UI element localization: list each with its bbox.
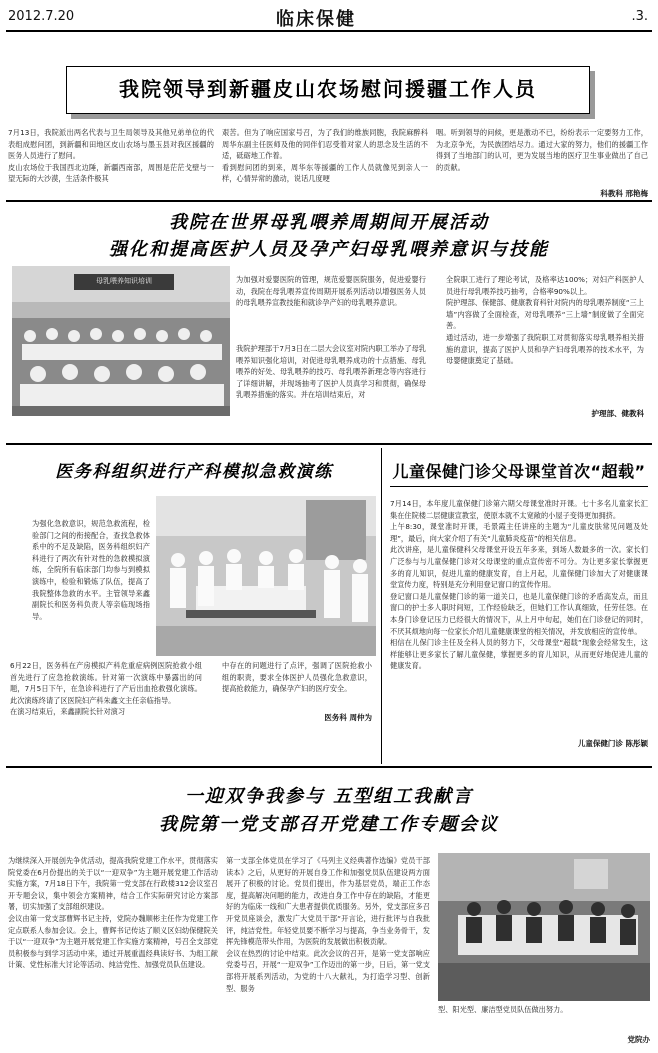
article1-author: 科教科 邢艳梅 xyxy=(600,189,648,198)
article4-title: 儿童保健门诊父母课堂首次“超载” xyxy=(392,462,646,481)
article4-body: 7月14日，本年度儿童保健门诊第六期父母课堂准时开课。七十多名儿童家长汇集在住院楼二层健康宣教室，使原本就不太宽敞的小屋子变得更加拥挤。 上午8:30，课堂准时开课，毛景霞主任讲座的主题为“儿童皮肤常见问题及处理”，最后，向大家介绍了有关“儿童肺炎疫苗”的相关信息。 此次讲座，是儿童保健科父母课堂开设五年多来，到场人数最多的一次。家长们广泛参与与儿童保健门诊对父母课堂的重点宣传密不可分。为让更多家长掌握更多的育儿知识，促进儿童的健康发育，自上月起，儿童保健门诊加大了对健康课堂宣传力度，特别是充分利用登记窗口的宣传作用。 登记窗口是儿童保健门诊的第一道关口，也是儿童保健门诊的矛盾高发点，而且窗口的护士多人职时间短，工作经验缺乏，但她们工作认真细致，任劳任怨。在本身门诊登记压力已经很大的情况下，从上月中旬起，她们在门诊登记的同时，不厌其烦地向每一位家长介绍儿童健康课堂的相关情况，并发放相应的宣传单。 相信在儿保门诊主任及全科人员的努力下，父母课堂“超载”现象会经常发生，这样能够让更多家长了解儿童保健，掌握更多的育儿知识，从而更好地促进儿童的健康发育。 xyxy=(390,499,648,671)
article2-photo xyxy=(12,266,230,416)
divider-3 xyxy=(6,766,652,768)
article5-col2: 第一支部全体党员在学习了《马列主义经典著作选编》党员干部读本》之后，从更好的开展自身工作和加强党员队伍建设两方面展开了积极的讨论。党员们提出，作为基层党员，端正工作态度，提高解决问题的能力，改进自身工作中存在的缺陷，才能更好的为临床一线和广大患者提供优质服务。另外，党支部应多召开党员座谈会，激发广大党员干部“开言论，进行批评与自我批评，纯洁党性。年轻党员要不断学习与提高，争当业务骨干，发挥先锋模范带头作用，为医院的发展做出积极贡献。 会议在热烈的讨论中结束。此次会议的召开，是第一党支部响应党委号召，开展“一迎双争”工作迈出的第一步，日后，第一党支部将开展系列活动，为党的十八大献礼，为打造学习型、创新型、服务 xyxy=(226,856,430,993)
article3-author: 医务科 周仲为 xyxy=(324,713,372,722)
article4-title-rule xyxy=(390,486,648,487)
article5-col1: 为继续深入开展创先争优活动，提高我院党建工作水平，贯彻落实院党委在6月份提出的关于以“一迎双争”为主题开展党建工作活动实施方案，7月18日下午，我院第一党支部在行政楼312会议室召开专题会议，集中领会方案精神，结合工作实际研究讨论方案部署，切实加强了支部组织建设。 会议由第一党支部曹辉书记主持，党院办魏顺彬主任作为党建工作定点联系人参加会议。会上，曹辉书记传达了顺义区妇幼保健院关于以“一迎双争”为主题开展党建工作实施方案精神，号召全支部党员积极参与到学习活动中来，通过开展重温经典读好书、为组工献计策、党性标准大讨论等活动、纯洁党性、加强党员队伍建设。 xyxy=(8,856,218,970)
article3-col1-top: 为强化急救意识，规范急救流程，检验部门之间的衔接配合，查找急救体系中的不足及缺陷，医务科组织妇产科进行了两次有针对性的急救模拟演练，全院所有临床部门均参与到模拟演练中，检验和锻炼了队伍，提高了我院整体急救的水平。主管领导来鑫副院长和医务科负责人等亲临现场指导。 xyxy=(32,519,150,621)
article1-col1: 7月13日，我院派出两名代表与卫生局领导及其他兄弟单位的代表组成慰问团，到新疆和田地区皮山农场与墨玉县对我区援疆的医务人员进行了慰问。 皮山农场位于我国西北边陲，新疆西南部，周围是茫茫戈壁与一望无际的大沙漠，生活条件极其 xyxy=(8,128,214,184)
divider-2 xyxy=(6,443,652,445)
page-number: .3. xyxy=(631,9,648,24)
article2-title-line2: 强化和提高医护人员及孕产妇母乳喂养意识与技能 xyxy=(109,239,549,260)
article5-col3: 型、阳光型、廉洁型党员队伍做出努力。 xyxy=(438,1005,568,1014)
article1-title-box xyxy=(66,66,590,114)
divider-1 xyxy=(6,200,652,202)
masthead-rule xyxy=(6,30,652,32)
issue-date: 2012.7.20 xyxy=(8,9,75,24)
article2-title-line1: 我院在世界母乳喂养周期间开展活动 xyxy=(169,212,489,233)
article5-photo xyxy=(438,853,650,1001)
article2-col1-top: 为加强对爱婴医院的管理，规范爱婴医院服务，促进爱婴行动，我院在母乳喂养宣传周期开展系列活动以增强医务人员的母乳喂养宣教技能和就诊孕产妇的母乳喂养意识。 xyxy=(236,275,426,308)
article3-col1-bottom: 6月22日，医务科在产房模拟产科危重症病例医院抢救小组首先进行了应急抢救演练。针对第一次演练中暴露出的问题，7月5日下午，在急诊科进行了产后出血抢救强化演练。此次演练终请了区医院妇产科朱鑫文主任亲临指导。 在演习结束后，来鑫副院长针对演习 xyxy=(10,661,202,717)
article4-author: 儿童保健门诊 陈彤颖 xyxy=(577,739,648,748)
article3-photo xyxy=(156,496,376,656)
article2-photo-banner: 母乳喂养知识培训 xyxy=(96,277,152,285)
article1-title: 我院领导到新疆皮山农场慰问援疆工作人员 xyxy=(119,77,537,101)
article2-col1-bottom: 我院护理部于7月3日在二层大会议室对院内职工举办了母乳喂养知识强化培训，对促进母乳喂养成功的十点措施、母乳喂养的好处、母乳喂养的技巧、母乳喂养新理念等内容进行了详细讲解，并现场抽考了医护人员真学习和贯彻，确保母乳喂养措施的落实。并在培训结束后，对 xyxy=(236,344,426,400)
paper-name: 临床保健 xyxy=(276,9,356,30)
article2-author: 护理部、健教科 xyxy=(591,409,644,418)
article2-col2: 全院职工进行了理论考试，及格率达100%；对妇产科医护人员进行母乳喂养技巧抽考，合格率90%以上。 院护理部、保健部、健康教育科针对院内的母乳喂养制度“三上墙”内容做了全面检查，对母乳喂养“三上墙”制度做了全面完善。 通过活动，进一步增强了我院职工对贯彻落实母乳喂养相关措施的意识，提高了医护人员和孕产妇母乳喂养的技术水平，为母婴健康奠定了基础。 xyxy=(446,275,644,366)
article3-title: 医务科组织进行产科模拟急救演练 xyxy=(55,462,333,482)
article1-col3: 咽。听到领导的问候，更是激动不已，纷纷表示一定要努力工作，为北京争光，为民族团结尽力。通过大家的努力，他们的援疆工作得到了当地部门的认可，更为发展当地的医疗卫生事业做出了自己的贡献。 xyxy=(436,128,648,172)
article5-title-line2: 我院第一党支部召开党建工作专题会议 xyxy=(159,814,499,835)
divider-vertical xyxy=(381,448,382,764)
article3-col2: 中存在的问题进行了点评，强调了医院抢救小组的职责，要求全体医护人员强化急救意识，提高抢救能力，确保孕产妇的医疗安全。 xyxy=(222,661,372,694)
article1-col2: 艰苦。但为了响应国家号召，为了我们的维族同胞，我院麻醉科周华东副主任医师及他的同伴们忍受着对家人的思念及生活的不适，砥砺地工作着。 看到慰问团的到来，周华东等援疆的工作人员就像见到亲人一样，心情异常的激动，说话几度哽 xyxy=(222,128,428,184)
article5-author: 党院办 xyxy=(627,1035,650,1044)
article5-title-line1: 一迎双争我参与 五型组工我献言 xyxy=(184,786,474,807)
